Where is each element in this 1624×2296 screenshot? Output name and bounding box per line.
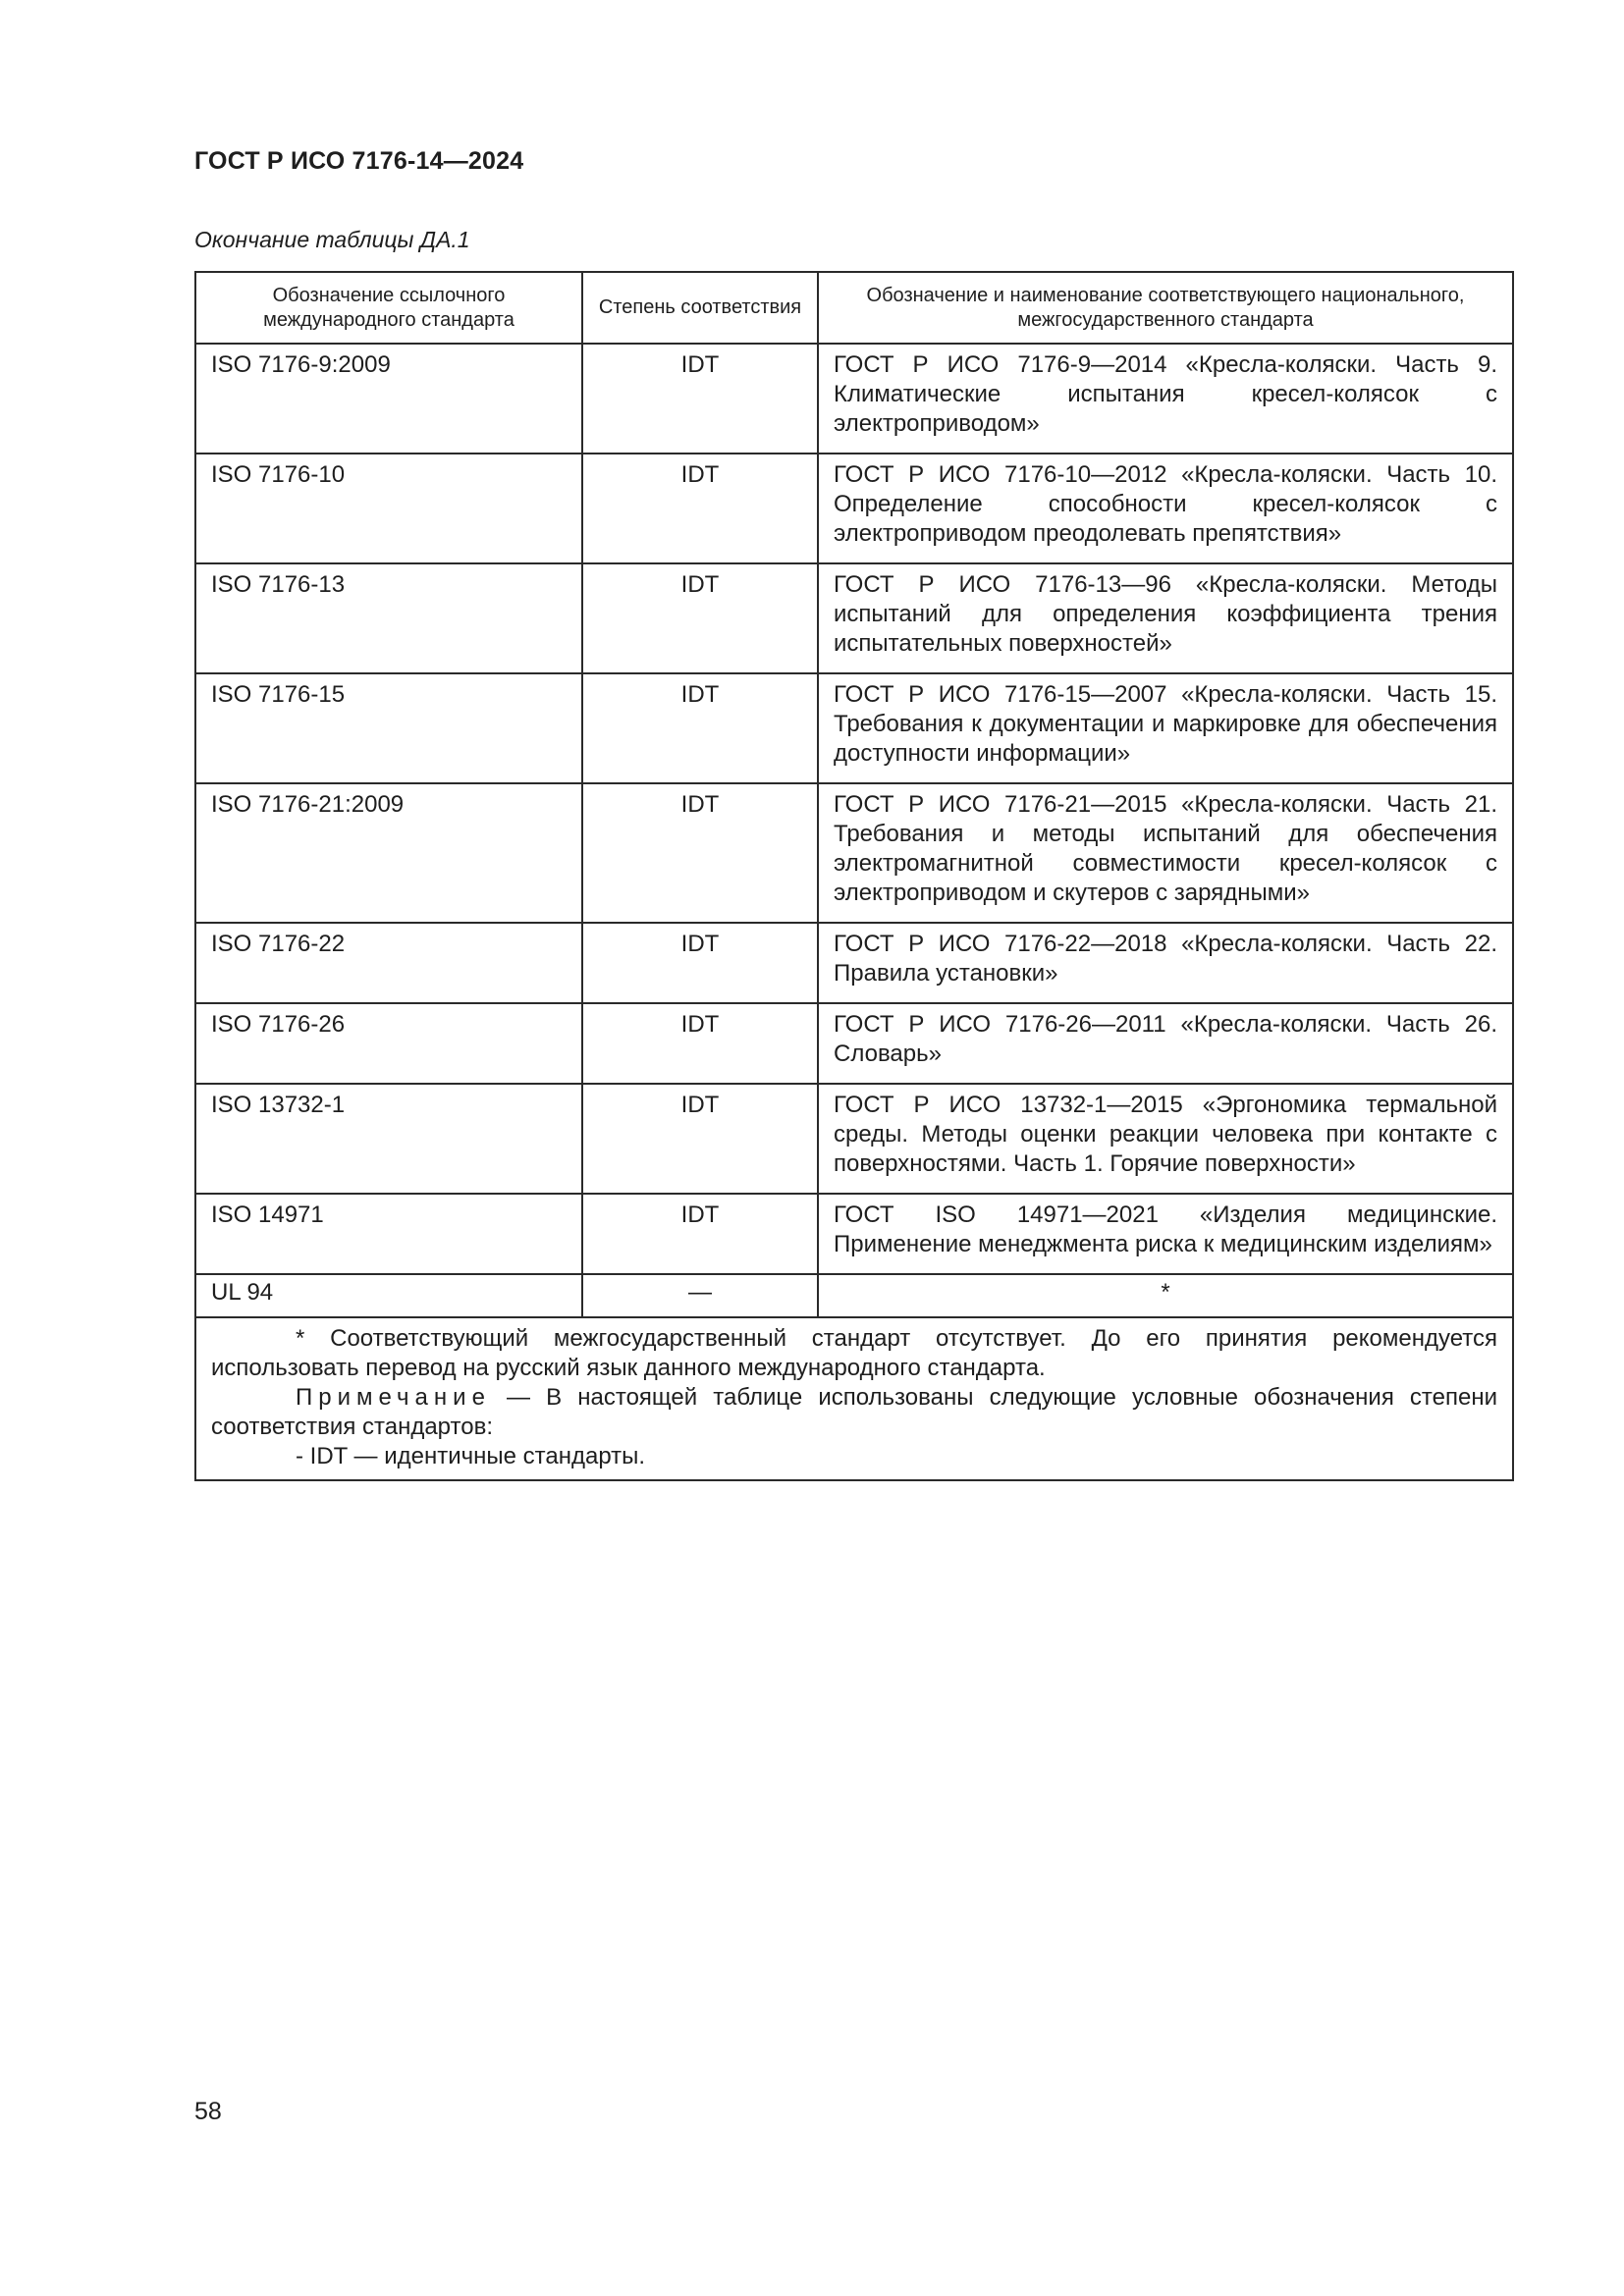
degree-cell: IDT [582, 344, 818, 454]
degree-cell: IDT [582, 673, 818, 783]
table-row [195, 673, 1513, 783]
table-caption: Окончание таблицы ДА.1 [194, 227, 470, 252]
intl-standard-cell: ISO 7176-21:2009 [195, 783, 582, 923]
table-row [195, 344, 1513, 454]
degree-cell: IDT [582, 1084, 818, 1194]
standards-table [194, 271, 1514, 1481]
table-row [195, 563, 1513, 673]
intl-standard-cell: ISO 7176-9:2009 [195, 344, 582, 454]
table-row [195, 1194, 1513, 1274]
column-header-degree: Степень соответствия [582, 272, 818, 344]
table-header-row [195, 272, 1513, 344]
national-standard-cell: * [818, 1274, 1513, 1317]
national-standard-cell: ГОСТ Р ИСО 7176-26—2011 «Кресла-коляски. Часть 26. Словарь» [818, 1003, 1513, 1084]
national-standard-cell: ГОСТ Р ИСО 7176-22—2018 «Кресла-коляски. Часть 22. Правила установки» [818, 923, 1513, 1003]
table-row [195, 1084, 1513, 1194]
table-row [195, 1274, 1513, 1317]
degree-cell: IDT [582, 1003, 818, 1084]
national-standard-cell: ГОСТ ISO 14971—2021 «Изделия медицинские. Применение менеджмента риска к медицинским изделиям» [818, 1194, 1513, 1274]
column-header-national: Обозначение и наименование соответствующего национального, межгосударственного стандарта [818, 272, 1513, 344]
national-standard-cell: ГОСТ Р ИСО 7176-13—96 «Кресла-коляски. Методы испытаний для определения коэффициента трения испытательных поверхностей» [818, 563, 1513, 673]
note-label: Примечание [296, 1384, 491, 1411]
document-code: ГОСТ Р ИСО 7176-14—2024 [194, 147, 524, 175]
column-header-international: Обозначение ссылочного международного стандарта [195, 272, 582, 344]
table-row [195, 1003, 1513, 1084]
intl-standard-cell: ISO 7176-15 [195, 673, 582, 783]
national-standard-cell: ГОСТ Р ИСО 7176-9—2014 «Кресла-коляски. Часть 9. Климатические испытания кресел-колясок с электроприводом» [818, 344, 1513, 454]
degree-cell: IDT [582, 563, 818, 673]
intl-standard-cell: ISO 7176-26 [195, 1003, 582, 1084]
national-standard-cell: ГОСТ Р ИСО 7176-10—2012 «Кресла-коляски. Часть 10. Определение способности кресел-колясок с электроприводом преодолевать препятствия» [818, 454, 1513, 563]
table-row [195, 923, 1513, 1003]
table-footnote [195, 1317, 1513, 1480]
note [211, 1383, 1497, 1442]
degree-cell: IDT [582, 923, 818, 1003]
note-text: — В настоящей таблице использованы следующие условные обозначения степени соответствия стандартов: [211, 1384, 1497, 1440]
degree-cell: — [582, 1274, 818, 1317]
national-standard-cell: ГОСТ Р ИСО 13732-1—2015 «Эргономика термальной среды. Методы оценки реакции человека при контакте с поверхностями. Часть 1. Горячие поверхности» [818, 1084, 1513, 1194]
intl-standard-cell: UL 94 [195, 1274, 582, 1317]
degree-cell: IDT [582, 454, 818, 563]
degree-cell: IDT [582, 1194, 818, 1274]
degree-cell: IDT [582, 783, 818, 923]
table-row [195, 783, 1513, 923]
footnote-text: * Соответствующий межгосударственный стандарт отсутствует. До его принятия рекомендуется использовать перевод на русский язык данного международного стандарта. [211, 1325, 1497, 1381]
intl-standard-cell: ISO 14971 [195, 1194, 582, 1274]
intl-standard-cell: ISO 7176-10 [195, 454, 582, 563]
table-footnote-row [195, 1317, 1513, 1480]
intl-standard-cell: ISO 7176-13 [195, 563, 582, 673]
national-standard-cell: ГОСТ Р ИСО 7176-21—2015 «Кресла-коляски. Часть 21. Требования и методы испытаний для обеспечения электромагнитной совместимости кресел-колясок с электроприводом и скутеров с зарядными» [818, 783, 1513, 923]
note-legend: - IDT — идентичные стандарты. [296, 1443, 646, 1469]
national-standard-cell: ГОСТ Р ИСО 7176-15—2007 «Кресла-коляски. Часть 15. Требования к документации и маркировке для обеспечения доступности информации» [818, 673, 1513, 783]
intl-standard-cell: ISO 7176-22 [195, 923, 582, 1003]
page-number: 58 [194, 2098, 222, 2125]
intl-standard-cell: ISO 13732-1 [195, 1084, 582, 1194]
table-row [195, 454, 1513, 563]
